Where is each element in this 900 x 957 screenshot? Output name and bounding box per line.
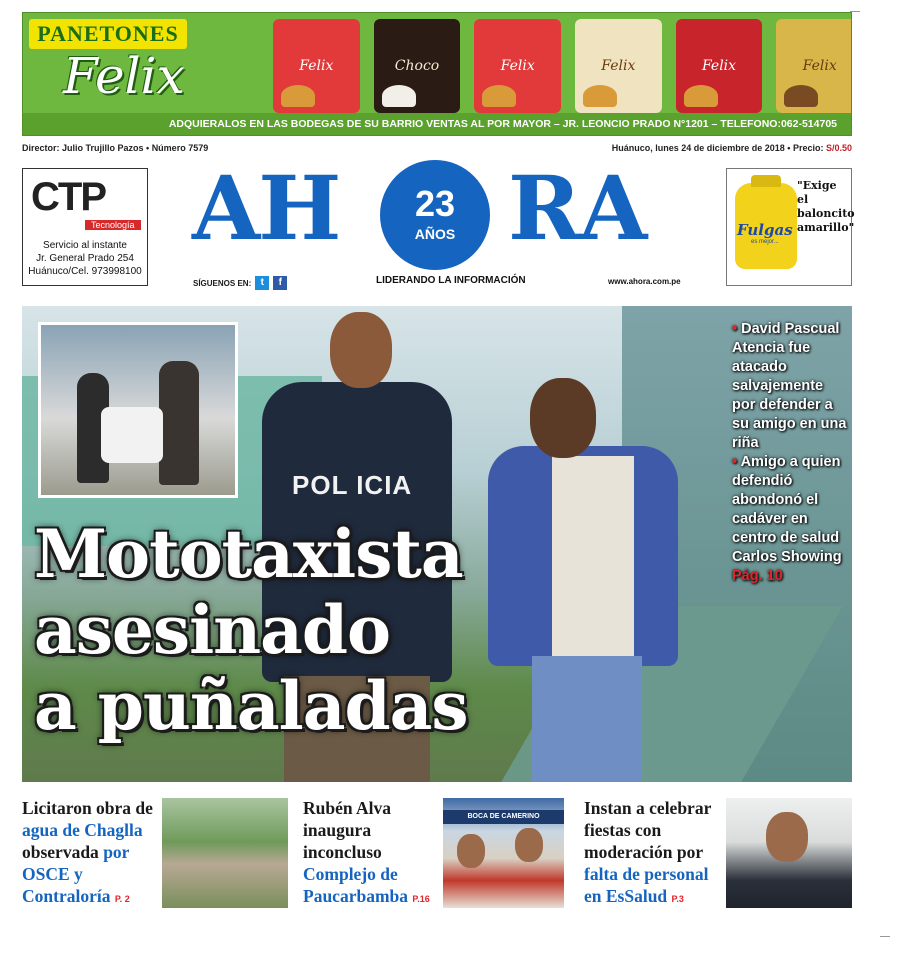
story-chaglla[interactable] [22,797,156,910]
ctp-service-line: Servicio al instante [43,240,127,251]
masthead-left-letters: AH [192,156,340,260]
story-chaglla-title [22,797,156,910]
panetone-image [784,85,818,107]
detainee-head [530,378,596,458]
bullet-dot-icon: • [732,454,741,470]
inset-person-right [159,361,199,485]
anniversary-number: 23 [414,183,456,224]
ad-product-label: Felix [802,58,837,74]
story-title-text: Rubén Alva inaugura inconcluso [303,798,392,862]
inset-photo-coffin[interactable] [38,322,238,498]
crop-mark [850,2,860,12]
story-title-highlight: falta de personal en EsSalud [584,864,709,906]
summary-bullet-1 [732,320,848,453]
panetone-image [482,85,516,107]
story-title-highlight: agua de Chaglla [22,820,143,840]
facebook-icon[interactable]: f [273,276,287,290]
story-page-reference[interactable]: P. 2 [114,894,130,904]
detainee-shirt [552,456,634,656]
fulgas-quote: "Exige el baloncito amarillo" [797,179,855,234]
director-line: Director: Julio Trujillo Pazos • Número 7579 [22,143,209,153]
masthead-right-letters: RA [508,156,646,260]
detainee-legs [532,656,642,782]
social-links [193,276,287,290]
headline-line-3: a puñaladas [34,667,468,745]
ad-product-panetone-bag [474,19,561,113]
ctp-sublabel: Tecnología [85,220,141,230]
lead-story-photo[interactable] [22,306,852,782]
ad-product-label: Felix [500,58,535,74]
anniversary-label: AÑOS [414,226,456,242]
gas-cylinder-valve [751,175,781,187]
twitter-icon[interactable]: t [255,276,269,290]
story-title-highlight: por OSCE y Contraloría [22,842,130,906]
crop-mark [880,936,890,946]
ad-brand-top: PANETONES [29,19,187,49]
story-paucarbamba-photo[interactable] [443,798,564,908]
story-title-text: observada [22,842,99,862]
ctp-details [23,239,147,278]
headline-line-2: asesinado [34,591,391,669]
photo-banner-text: BOCA DE CAMERINO [443,810,564,824]
ad-product-tin [676,19,763,113]
panetone-image [684,85,718,107]
social-label: SÍGUENOS EN: [193,278,252,288]
newspaper-masthead[interactable] [192,156,684,270]
price-label: Precio: [792,143,824,153]
website-link[interactable]: www.ahora.com.pe [608,277,681,286]
fulgas-logo: Fulgas [737,221,793,239]
ad-product-row [273,19,852,113]
story-page-reference[interactable]: P.16 [412,894,430,904]
story-paucarbamba-title [303,797,437,910]
issue-date: Huánuco, lunes 24 de diciembre de 2018 [611,143,785,153]
lead-headline[interactable] [34,516,468,744]
panetone-image [382,85,416,107]
lead-page-reference[interactable]: Pág. 10 [732,568,783,584]
story-title-highlight: Complejo de Paucarbamba [303,864,408,906]
ad-product-artisan-bag [575,19,662,113]
ctp-address-line: Jr. General Prado 254 [36,253,134,264]
police-officer-head [330,312,392,388]
ad-product-label: Felix [701,58,737,74]
panetone-image [281,85,315,107]
fulgas-slogan: es mejor... [751,239,779,245]
story-page-reference[interactable]: P.3 [671,894,684,904]
issue-number: Número 7579 [151,143,209,153]
ctp-logo: CTP [31,175,105,219]
story-essalud-title [584,797,718,910]
summary-bullet-text: David Pascual Atencia fue atacado salvajemente por defender a su amigo en una riña [732,321,847,451]
ad-product-label: Choco [394,58,440,74]
inset-coffin [101,407,163,463]
ad-product-panetone-box [273,19,360,113]
story-title-text: Instan a celebrar fiestas con moderación por [584,798,712,862]
anniversary-badge [380,160,490,270]
summary-bullet-2 [732,453,848,586]
lead-summary-bullets [732,320,848,586]
ctp-phone-line: Huánuco/Cel. 973998100 [28,266,142,277]
ad-tagline: ADQUIERALOS EN LAS BODEGAS DE SU BARRIO VENTAS AL POR MAYOR – JR. LEONCIO PRADO N°1201 – TELEFONO:062-514705 [23,113,851,135]
panetone-image [583,85,617,107]
story-paucarbamba[interactable] [303,797,437,910]
story-chaglla-photo[interactable] [162,798,288,908]
ad-product-label: Felix [299,58,334,74]
story-title-text: Licitaron obra de [22,798,153,818]
ad-product-label: Felix [601,58,636,74]
story-essalud-photo[interactable] [726,798,852,908]
photo-person-head [515,828,543,862]
photo-person-head [766,812,808,862]
headline-line-1: Mototaxista [34,515,463,593]
bullet-dot-icon: • [732,321,742,337]
ad-product-choco-box [374,19,461,113]
director-name: Director: Julio Trujillo Pazos [22,143,144,153]
date-price-line: Huánuco, lunes 24 de diciembre de 2018 • Precio: S/0.50 [611,143,852,153]
ad-brand-script-logo: Felix [63,47,185,105]
ctp-advertisement[interactable] [22,168,148,286]
fulgas-advertisement[interactable] [726,168,855,286]
issue-price: S/0.50 [825,143,852,153]
story-essalud[interactable] [584,797,718,910]
masthead-slogan: LIDERANDO LA INFORMACIÓN [376,275,526,286]
ad-product-gold-bag [776,19,852,113]
police-vest-text: POL ICIA [292,470,413,500]
photo-person-head [457,834,485,868]
top-advertisement-banner[interactable] [22,12,852,136]
summary-bullet-text: Amigo a quien defendió abondonó el cadáver en centro de salud Carlos Showing [732,454,842,565]
